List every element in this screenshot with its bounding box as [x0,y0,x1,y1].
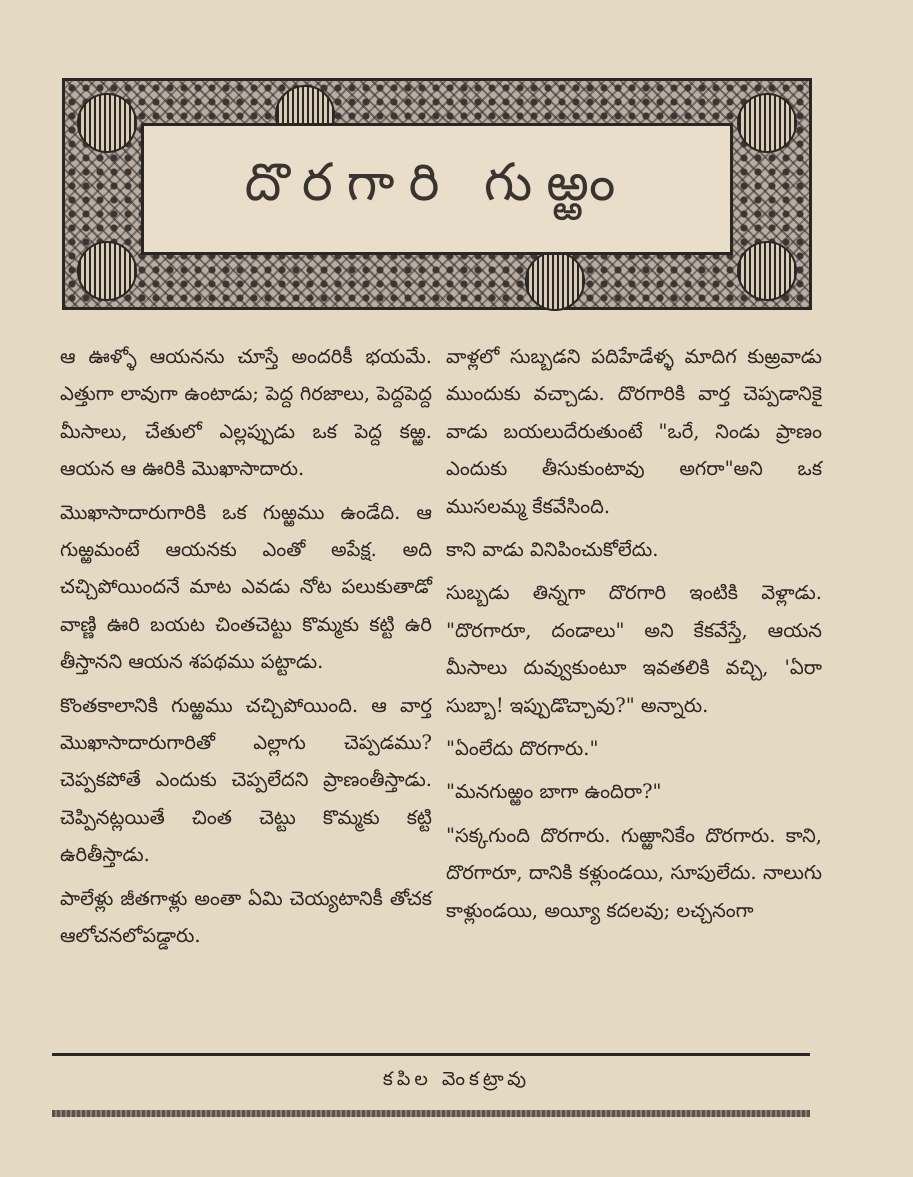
divider [52,1053,810,1056]
paragraph: వాళ్లలో సుబ్బడని పదిహేడేళ్ళ మాదిగ కుఱ్రవాడు ముందుకు వచ్చాడు. దొరగారికి వార్త చెప్పడానికై వాడు బయలుదేరుతుంటే "ఒరే, నిండు ప్రాణం ఎందుకు తీసుకుంటావు అగరా"అని ఒక ముసలమ్మ కేకవేసింది. [446,345,822,518]
left-column [60,338,432,961]
story-title: దొరగారి గుఱ్ఱం [244,152,630,213]
decorative-disc-icon [737,93,797,153]
decorative-disc-icon [77,241,137,301]
right-column [446,338,822,935]
title-banner [62,78,812,310]
decorative-disc-icon [77,93,137,153]
paragraph: "ఏంలేదు దొరగారు." [446,737,599,761]
decorative-disc-icon [737,241,797,301]
title-frame [141,123,733,255]
paragraph: పాలేళ్లు జీతగాళ్లు అంతా ఏమి చెయ్యటానికీ తోచక ఆలోచనలోపడ్డారు. [60,886,432,948]
paragraph: సుబ్బడు తిన్నగా దొరగారి ఇంటికి వెళ్లాడు. "దొరగారూ, దండాలు" అని కేకవేస్తే, ఆయన మీసాలు దువ్వుకుంటూ ఇవతలికి వచ్చి, 'ఏరా సుబ్బా! ఇప్పుడొచ్చావు?" అన్నారు. [446,581,822,717]
divider [52,1110,810,1117]
paragraph: కాని వాడు వినిపించుకోలేదు. [446,538,659,562]
paragraph: మొఖాసాదారుగారికి ఒక గుఱ్ఱము ఉండేది. ఆ గుఱ్ఱమంటే ఆయనకు ఎంతో అపేక్ష. అది చచ్చిపోయిందనే మాట ఎవడు నోట పలుకుతాడో వాణ్ణి ఊరి బయట చింతచెట్టు కొమ్మకు కట్టి ఉరి తీస్తానని ఆయన శపథము పట్టాడు. [60,500,432,674]
paragraph: "సక్కగుంది దొరగారు. గుఱ్ఱానికేం దొరగారు. కాని, దొరగారూ, దానికి కళ్లుండయి, సూపులేదు. నాలుగు కాళ్లుండయి, అయ్యీ కదలవు; లచ్చనంగా [446,823,822,922]
paragraph: ఆ ఊళ్ళో ఆయనను చూస్తే అందరికీ భయమే. ఎత్తుగా లావుగా ఉంటాడు; పెద్ద గిరజాలు, పెద్దపెద్ద మీసాలు, చేతులో ఎల్లప్పుడు ఒక పెద్ద కఱ్ఱ. ఆయన ఆ ఊరికి మొఖాసాదారు. [60,345,432,481]
paragraph: "మనగుఱ్ఱం బాగా ఉందిరా?" [446,780,662,804]
paragraph: కొంతకాలానికి గుఱ్ఱము చచ్చిపోయింది. ఆ వార్త మొఖాసాదారుగారితో ఎల్లాగు చెప్పడము? చెప్పకపోతే ఎందుకు చెప్పలేదని ప్రాణంతీస్తాడు. చెప్పినట్లయితే చింత చెట్టు కొమ్మకు కట్టి ఉరితీస్తాడు. [60,693,432,867]
decorative-disc-icon [525,251,585,311]
author-name: కపిల వెంకట్రావు [382,1068,531,1090]
